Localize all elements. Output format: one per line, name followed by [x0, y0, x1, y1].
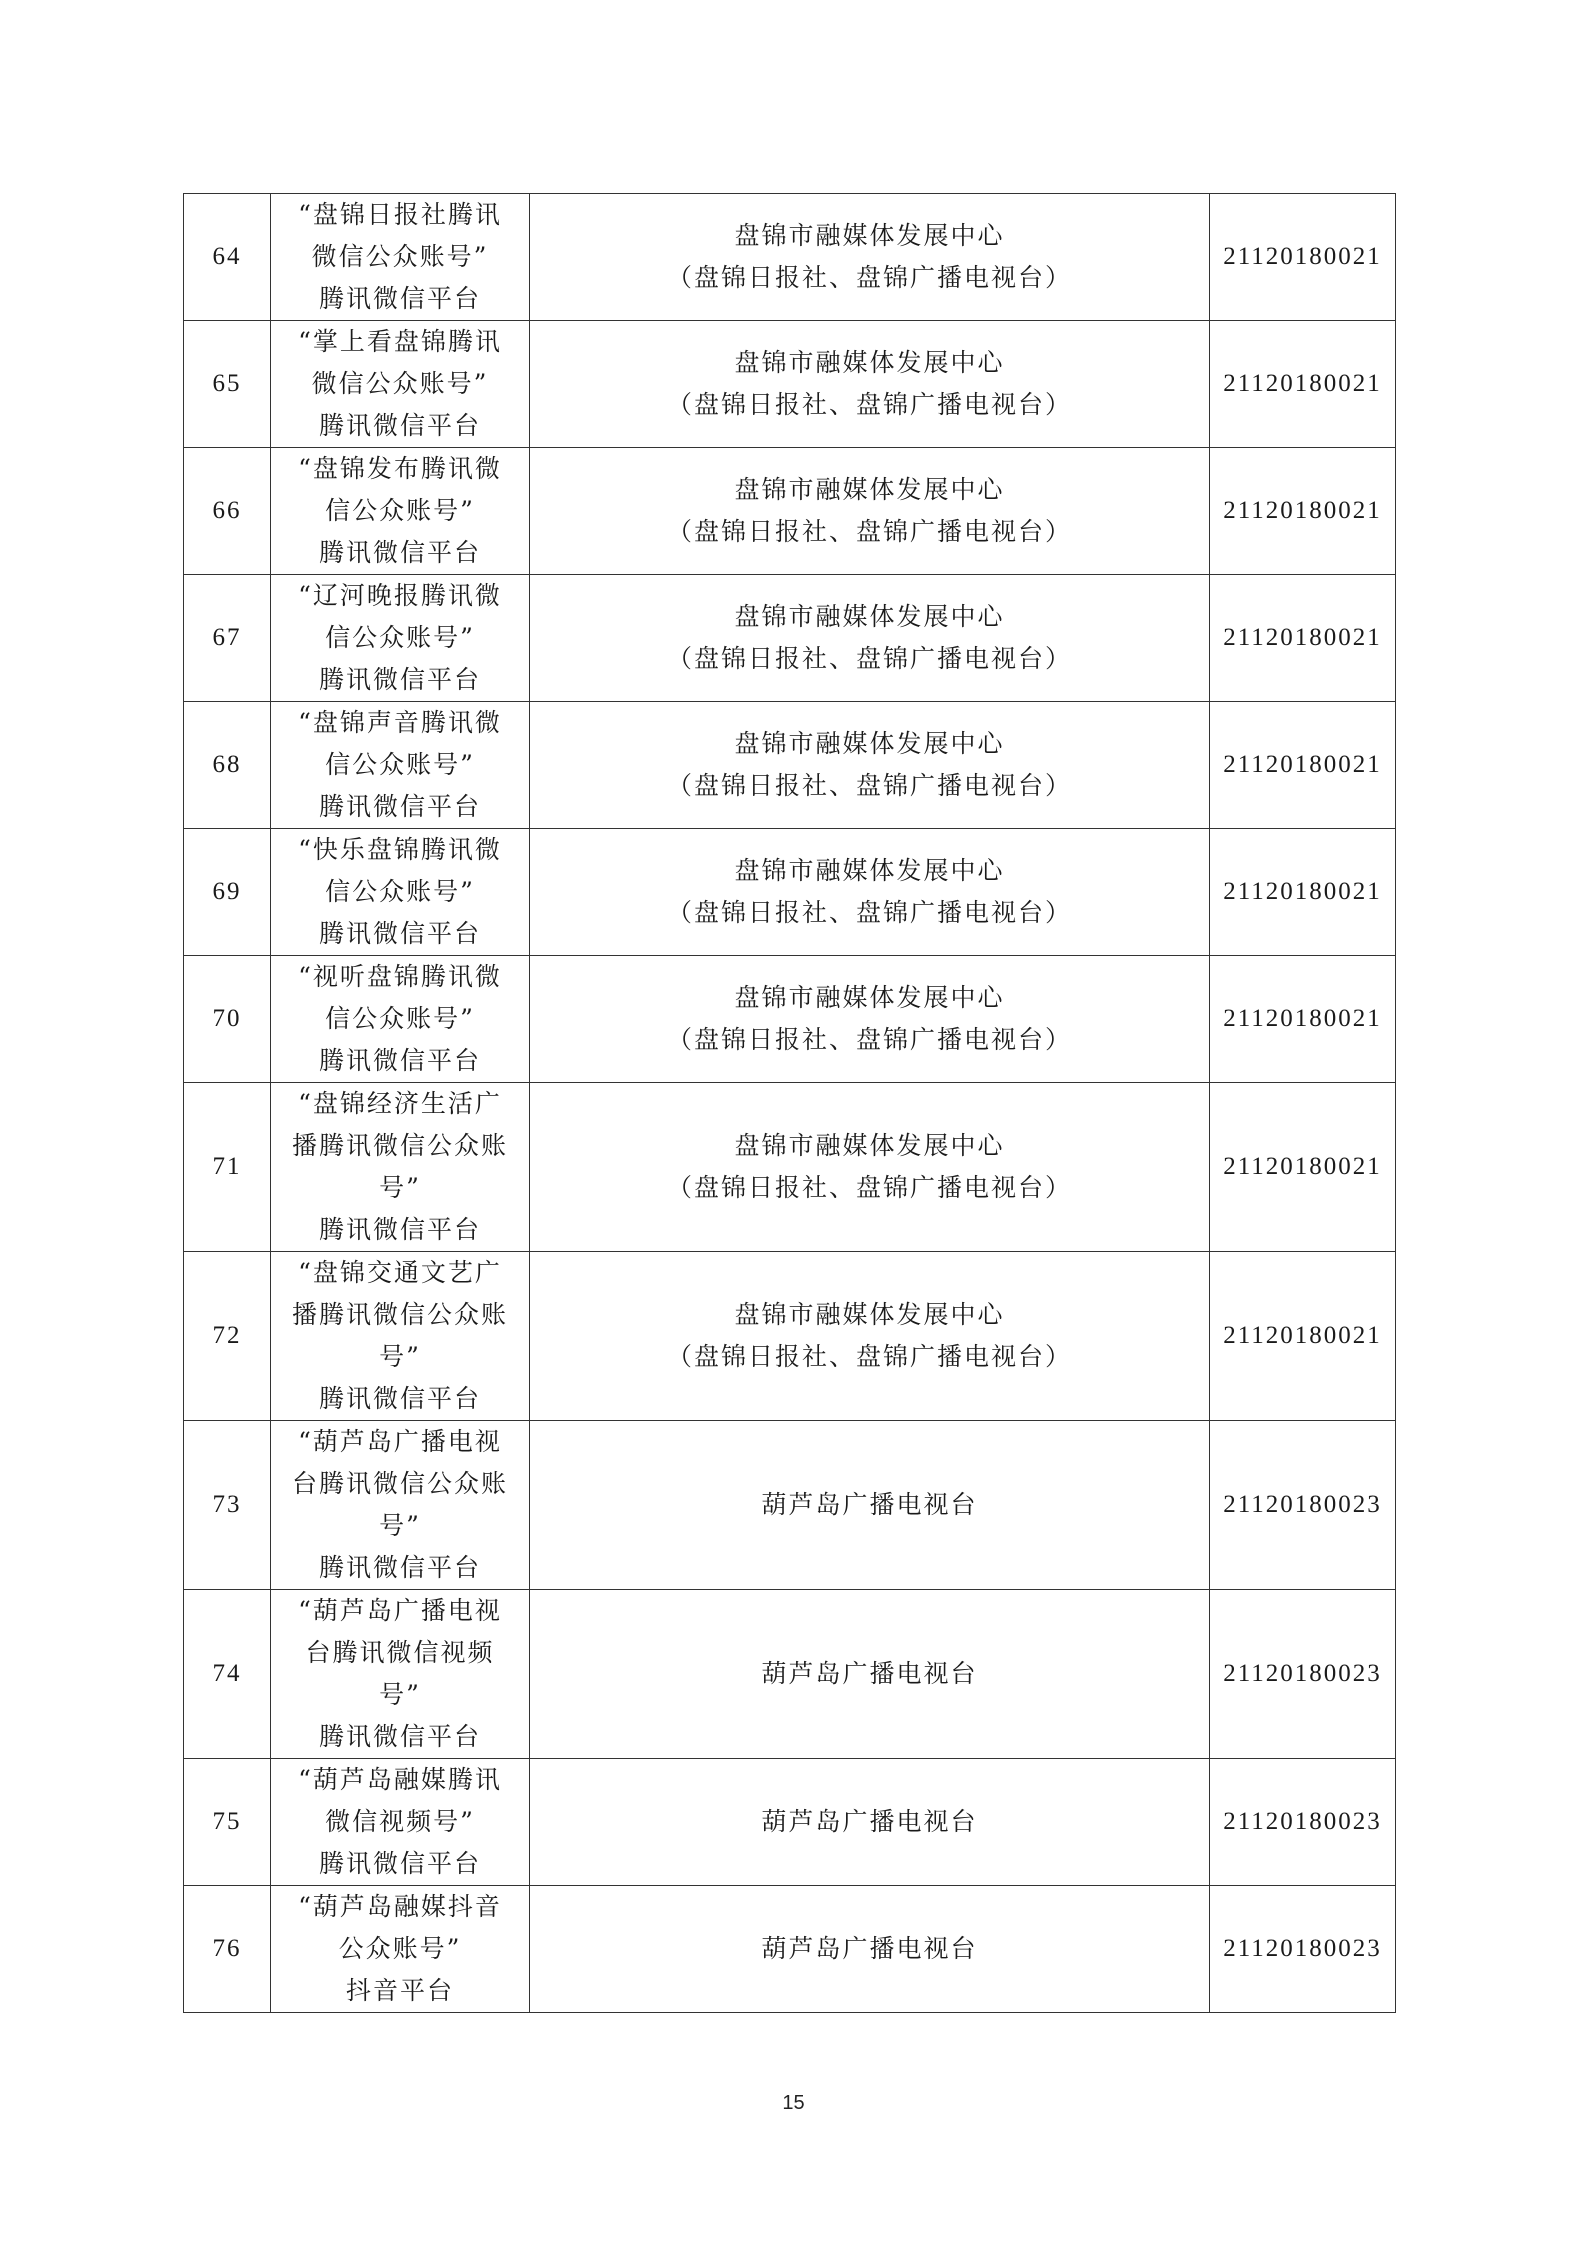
organization-line: 葫芦岛广播电视台 [761, 1807, 978, 1836]
account-name-cell [271, 1421, 530, 1590]
license-code: 21120180023 [1210, 1590, 1396, 1759]
account-name-cell [271, 1590, 530, 1759]
organization-cell [530, 194, 1210, 321]
account-name-line: 微信公众账号” [311, 242, 489, 271]
account-name-cell [271, 1252, 530, 1421]
license-code: 21120180021 [1210, 956, 1396, 1083]
account-name-line: “辽河晚报腾讯微 [298, 581, 502, 610]
license-code: 21120180023 [1210, 1421, 1396, 1590]
account-name-line: 腾讯微信平台 [318, 919, 481, 948]
account-name-line: “葫芦岛融媒腾讯 [298, 1765, 502, 1794]
account-name-cell [271, 194, 530, 321]
row-number: 75 [184, 1759, 271, 1886]
table-row [184, 1590, 1396, 1759]
row-number: 72 [184, 1252, 271, 1421]
organization-cell [530, 1590, 1210, 1759]
account-name-line: 台腾讯微信公众账 [291, 1469, 508, 1498]
table-row [184, 1759, 1396, 1886]
account-name-line: 腾讯微信平台 [318, 665, 481, 694]
license-code: 21120180021 [1210, 1083, 1396, 1252]
account-name-line: 腾讯微信平台 [318, 1722, 481, 1751]
organization-line: 葫芦岛广播电视台 [761, 1659, 978, 1688]
row-number: 69 [184, 829, 271, 956]
account-name-line: 信公众账号” [325, 496, 475, 525]
account-name-line: 腾讯微信平台 [318, 1849, 481, 1878]
row-number: 70 [184, 956, 271, 1083]
organization-cell [530, 829, 1210, 956]
account-name-line: 腾讯微信平台 [318, 538, 481, 567]
license-code: 21120180021 [1210, 1252, 1396, 1421]
organization-cell [530, 1252, 1210, 1421]
account-name-cell [271, 575, 530, 702]
account-name-line: “盘锦日报社腾讯 [298, 200, 502, 229]
organization-line: 盘锦市融媒体发展中心 [734, 221, 1005, 250]
row-number: 71 [184, 1083, 271, 1252]
row-number: 64 [184, 194, 271, 321]
account-name-line: “掌上看盘锦腾讯 [298, 327, 502, 356]
table-row [184, 194, 1396, 321]
license-code: 21120180021 [1210, 575, 1396, 702]
account-name-line: 号” [379, 1511, 421, 1540]
account-name-cell [271, 1759, 530, 1886]
account-name-line: 播腾讯微信公众账 [291, 1131, 508, 1160]
license-code: 21120180021 [1210, 194, 1396, 321]
organization-cell [530, 956, 1210, 1083]
account-name-line: 号” [379, 1173, 421, 1202]
organization-line: 盘锦市融媒体发展中心 [734, 348, 1005, 377]
account-name-line: 腾讯微信平台 [318, 1384, 481, 1413]
account-name-line: 腾讯微信平台 [318, 411, 481, 440]
organization-line: （盘锦日报社、盘锦广播电视台） [666, 771, 1072, 800]
account-name-line: “盘锦发布腾讯微 [298, 454, 502, 483]
organization-line: 葫芦岛广播电视台 [761, 1934, 978, 1963]
account-name-line: “葫芦岛广播电视 [298, 1427, 502, 1456]
row-number: 68 [184, 702, 271, 829]
table-row [184, 956, 1396, 1083]
table-row [184, 575, 1396, 702]
organization-line: 盘锦市融媒体发展中心 [734, 475, 1005, 504]
organization-line: 盘锦市融媒体发展中心 [734, 856, 1005, 885]
table-row [184, 1083, 1396, 1252]
account-name-line: 腾讯微信平台 [318, 1046, 481, 1075]
account-name-line: 号” [379, 1680, 421, 1709]
organization-cell [530, 575, 1210, 702]
organization-line: （盘锦日报社、盘锦广播电视台） [666, 898, 1072, 927]
organization-cell [530, 702, 1210, 829]
account-name-line: “快乐盘锦腾讯微 [298, 835, 502, 864]
account-name-cell [271, 956, 530, 1083]
account-name-cell [271, 448, 530, 575]
table-body [184, 194, 1396, 2013]
account-name-line: 号” [379, 1342, 421, 1371]
account-name-cell [271, 1886, 530, 2013]
account-name-line: 腾讯微信平台 [318, 284, 481, 313]
table-row [184, 448, 1396, 575]
row-number: 73 [184, 1421, 271, 1590]
organization-cell [530, 1083, 1210, 1252]
license-code: 21120180021 [1210, 702, 1396, 829]
license-code: 21120180021 [1210, 321, 1396, 448]
account-name-cell [271, 829, 530, 956]
row-number: 66 [184, 448, 271, 575]
row-number: 74 [184, 1590, 271, 1759]
page-number: 15 [782, 2092, 805, 2114]
organization-line: （盘锦日报社、盘锦广播电视台） [666, 644, 1072, 673]
table-row [184, 321, 1396, 448]
organization-line: （盘锦日报社、盘锦广播电视台） [666, 1342, 1072, 1371]
organization-line: （盘锦日报社、盘锦广播电视台） [666, 390, 1072, 419]
row-number: 76 [184, 1886, 271, 2013]
account-name-line: “葫芦岛融媒抖音 [298, 1892, 502, 1921]
organization-line: 盘锦市融媒体发展中心 [734, 1131, 1005, 1160]
account-name-line: 信公众账号” [325, 623, 475, 652]
table-row [184, 1421, 1396, 1590]
table-row [184, 702, 1396, 829]
account-name-line: 腾讯微信平台 [318, 1215, 481, 1244]
organization-cell [530, 448, 1210, 575]
account-name-line: 抖音平台 [345, 1976, 454, 2005]
organization-line: 盘锦市融媒体发展中心 [734, 602, 1005, 631]
organization-line: （盘锦日报社、盘锦广播电视台） [666, 1025, 1072, 1054]
account-name-line: 微信视频号” [325, 1807, 475, 1836]
account-name-line: 台腾讯微信视频 [305, 1638, 495, 1667]
account-name-line: “葫芦岛广播电视 [298, 1596, 502, 1625]
account-name-line: “盘锦经济生活广 [298, 1089, 502, 1118]
organization-cell [530, 1421, 1210, 1590]
registry-table [183, 193, 1396, 2013]
organization-line: 盘锦市融媒体发展中心 [734, 983, 1005, 1012]
license-code: 21120180023 [1210, 1886, 1396, 2013]
account-name-line: “盘锦交通文艺广 [298, 1258, 502, 1287]
account-name-line: 播腾讯微信公众账 [291, 1300, 508, 1329]
account-name-line: 微信公众账号” [311, 369, 489, 398]
row-number: 65 [184, 321, 271, 448]
organization-line: （盘锦日报社、盘锦广播电视台） [666, 517, 1072, 546]
license-code: 21120180021 [1210, 829, 1396, 956]
account-name-line: 腾讯微信平台 [318, 1553, 481, 1582]
organization-line: （盘锦日报社、盘锦广播电视台） [666, 263, 1072, 292]
organization-line: 盘锦市融媒体发展中心 [734, 1300, 1005, 1329]
license-code: 21120180021 [1210, 448, 1396, 575]
organization-line: 葫芦岛广播电视台 [761, 1490, 978, 1519]
account-name-line: 公众账号” [338, 1934, 462, 1963]
account-name-cell [271, 702, 530, 829]
account-name-line: 信公众账号” [325, 1004, 475, 1033]
account-name-line: 信公众账号” [325, 877, 475, 906]
organization-cell [530, 321, 1210, 448]
row-number: 67 [184, 575, 271, 702]
license-code: 21120180023 [1210, 1759, 1396, 1886]
organization-cell [530, 1886, 1210, 2013]
account-name-cell [271, 321, 530, 448]
organization-line: （盘锦日报社、盘锦广播电视台） [666, 1173, 1072, 1202]
account-name-line: 信公众账号” [325, 750, 475, 779]
table-row [184, 1886, 1396, 2013]
account-name-line: “视听盘锦腾讯微 [298, 962, 502, 991]
account-name-cell [271, 1083, 530, 1252]
table-row [184, 1252, 1396, 1421]
account-name-line: “盘锦声音腾讯微 [298, 708, 502, 737]
account-name-line: 腾讯微信平台 [318, 792, 481, 821]
table-row [184, 829, 1396, 956]
organization-cell [530, 1759, 1210, 1886]
organization-line: 盘锦市融媒体发展中心 [734, 729, 1005, 758]
